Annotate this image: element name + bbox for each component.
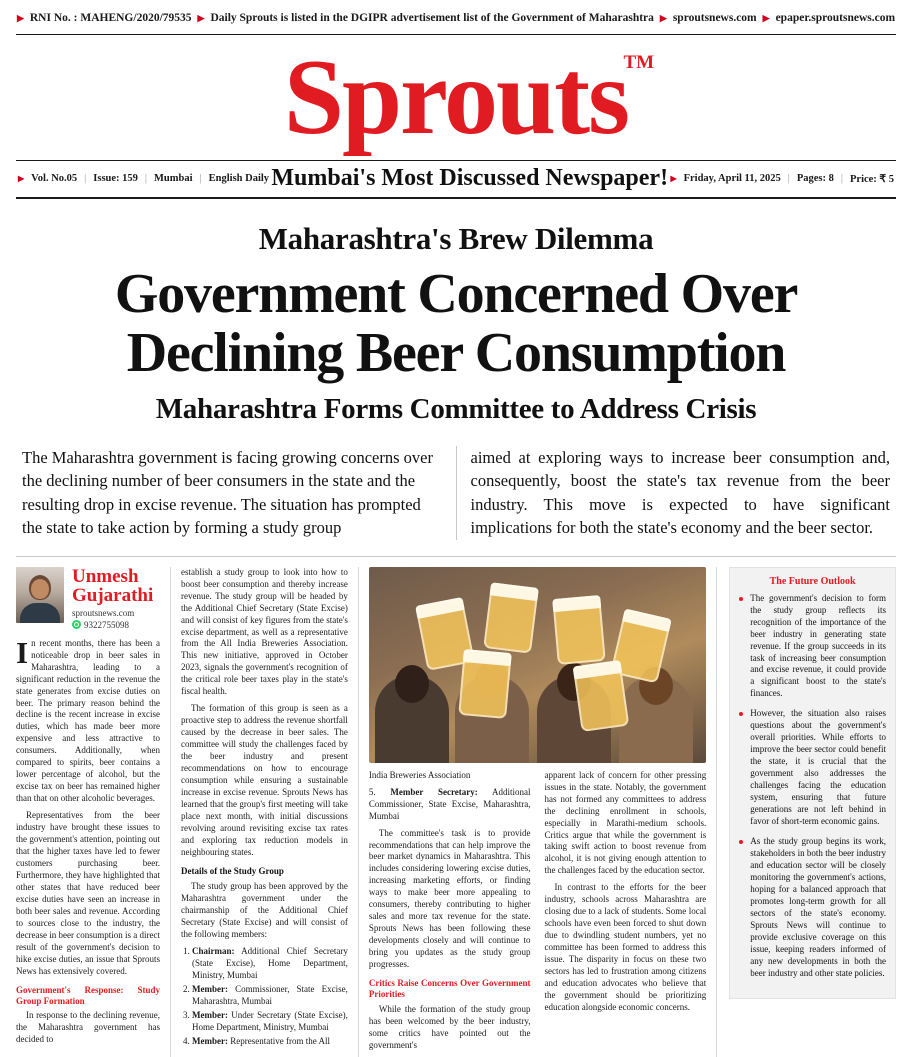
epaper-link[interactable]: epaper.sproutsnews.com (775, 12, 896, 24)
future-outlook-box (729, 567, 896, 999)
article-kicker: Maharashtra's Brew Dilemma (258, 221, 654, 257)
author-website[interactable]: sproutsnews.com (72, 607, 135, 618)
author-last-name: Gujarathi (72, 584, 154, 606)
whatsapp-icon (72, 620, 81, 629)
bullet-icon: ▶ (197, 12, 205, 23)
body-column-2 (171, 567, 359, 1057)
member-role: Member: (192, 1009, 229, 1020)
divider: | (84, 173, 87, 185)
list-item (192, 946, 348, 982)
issue-info-right (670, 173, 894, 185)
section-heading-details: Details of the Study Group (181, 865, 284, 876)
list-item: As the study group begins its work, stakeholders in both the beer industry and education sector will be closely monitoring the government's actions, hoping for a balanced approach that promotes long-term growth for all sectors of the state's economy. Sprouts News will continue to provide exclusive coverage on this issue, keeping readers informed of any new developments in both the beer industry and other state policies. (739, 836, 886, 980)
member-number: 5. (368, 786, 376, 797)
issue-info-left (18, 173, 269, 184)
member-desc: Representative from the All (228, 1035, 331, 1046)
paragraph: India Breweries Association (368, 769, 471, 780)
author-first-name: Unmesh (72, 565, 139, 587)
headline-line-1: Government Concerned Over (114, 263, 798, 326)
logo-text: Sprouts (283, 38, 629, 157)
committee-member-list (181, 946, 348, 1048)
lede-divider (16, 556, 896, 557)
future-outlook-title: The Future Outlook (769, 575, 856, 587)
page-count: Pages: 8 (796, 173, 834, 185)
body-column-3-4 (359, 567, 717, 1057)
paragraph: Representatives from the beer industry have brought these issues to the government's attention, pointing out that the higher taxes have led to fewer customers purchasing beer. Furthermore, they have highlighted that other states that have reduced beer excise duties have seen an increase in both beer sales and revenue. According to sources close to the industry, the decrease in beer consumption is a direct result of the government's decision to hike excise duties, an issue that Sprouts News has extensively covered. (16, 810, 161, 976)
headline-line-2: Declining Beer Consumption (126, 322, 786, 385)
paragraph: While the formation of the study group has been welcomed by the beer industry, some critics have pointed out the government's (368, 1003, 531, 1050)
edition-city: Mumbai (154, 173, 193, 185)
paragraph: In recent months, there has been a noticeable drop in beer sales in Maharashtra, leading to a significant reduction in the revenue the state generates from excise duties on beer. The primary reason behind the decline is the recent increase in excise duties, which has made beer more expensive and less attractive to consumers. Additionally, when compared to spirits, beer contains a lower percentage of alcohol, but the excise tax on beer has remained higher than that on other alcoholic beverages. (16, 634, 161, 804)
divider: | (199, 173, 202, 185)
photo-caption-columns (369, 770, 706, 1057)
column-4-text (545, 770, 707, 1057)
column-1-text (16, 634, 161, 1047)
paragraph: The study group has been approved by the Maharashtra government under the chairmanship of the Additional Chief Secretary (State Excise) and will consist of the following members: (181, 880, 348, 939)
section-heading-critics: Critics Raise Concerns Over Government Priorities (368, 978, 531, 1000)
column-2-text (181, 567, 348, 1048)
avatar (16, 567, 64, 623)
paragraph: establish a study group to look into how to boost beer consumption and thereby increase revenue. The study group will be headed by the Additional Chief Secretary (State Excise) and will consist of key figures from the state's excise department, as well as a representative from the All India Breweries Association. This new initiative, approved in October 2023, signals the government's recognition of the critical role beer taxes play in the state's fiscal health. (181, 566, 348, 697)
member-desc: Under Secretary (State Excise), Home Department, Ministry, Mumbai (192, 1009, 348, 1032)
bullet-icon: ▶ (670, 174, 677, 184)
member-role: Member: (192, 983, 229, 994)
list-item: The government's decision to form the study group reflects its recognition of the importance of the beer industry in generating state revenue. If the group succeeds in its task of increasing beer consumption and excise revenue, it could provide a significant boost to the state's finances. (739, 593, 886, 701)
bullet-icon: ▶ (659, 12, 667, 23)
author-details (72, 567, 153, 630)
member-role: Member Secretary: (390, 786, 478, 797)
paragraph: The committee's task is to provide recommendations that can help improve the beer market dynamics in Maharashtra. This includes considering lowering excise duties, increasing marketing efforts, or finding ways to make beer more appealing to consumers, thereby contributing to higher sales and more tax revenue for the state. Sprouts News has been following these developments closely and will continue to bring you updates as the study group progresses. (368, 827, 531, 970)
member-desc: Additional Chief Secretary (State Excise), Home Department, Ministry, Mumbai (192, 945, 348, 980)
body-column-5 (717, 567, 896, 1057)
member-desc: Commissioner, State Excise, Maharashtra, Mumbai (192, 983, 348, 1006)
article-body-grid (16, 567, 896, 1057)
paragraph: In contrast to the efforts for the beer industry, schools across Maharashtra are closing due to a lack of students. Some local schools have even been forced to shut down due to dwindling student numbers, yet no committee has been formed to address this issue. The disparity in focus on these two sectors has led to frustration among citizens and education advocates who believe that the government should be prioritizing education alongside economic concerns. (544, 882, 707, 1013)
issue-number: Issue: 159 (93, 173, 138, 185)
author-byline (16, 567, 160, 630)
issue-info-bar (16, 160, 896, 199)
list-item (192, 1036, 348, 1048)
publication-date: Friday, April 11, 2025 (683, 173, 781, 185)
divider: | (144, 173, 148, 185)
list-item (192, 984, 348, 1008)
lede-column-right: aimed at exploring ways to increase beer consumption and, consequently, boost the state's tax revenue from the beer industry. This move is expected to have significant implications for both the state's economy and the beer sector. (470, 447, 890, 538)
trademark-icon: TM (623, 52, 655, 73)
member-role: Chairman: (192, 945, 235, 956)
masthead (16, 35, 896, 156)
website-link[interactable]: sproutsnews.com (672, 12, 757, 24)
paragraph: apparent lack of concern for other pressing issues in the state. Notably, the government has not formed any committees to address the declining enrollment in schools, especially in Marathi-medium schools. Critics argue that while the government is taking swift action to boost revenue from alcohol, it is not giving enough attention to the challenges faced by the education sector. (544, 769, 707, 876)
divider: | (787, 173, 790, 185)
divider: | (840, 173, 843, 185)
volume-number: Vol. No.05 (31, 173, 78, 185)
member-desc: Additional Commissioner, State Excise, Maharashtra, Mumbai (368, 786, 531, 821)
section-heading-study-group: Government's Response: Study Group Formation (16, 984, 161, 1007)
member-role: Member: (192, 1035, 229, 1046)
dgipr-listing-note: Daily Sprouts is listed in the DGIPR advertisement list of the Government of Maharashtra (210, 12, 654, 24)
newspaper-tagline: Mumbai's Most Discussed Newspaper! (271, 165, 669, 192)
paragraph: The formation of this group is seen as a proactive step to address the revenue shortfall caused by the decrease in beer sales. The committee will study the challenges faced by the beer industry and present recommendations on how to encourage consumption while ensuring a sustainable increase in excise revenue. Sprouts News has learned that the group's first meeting will take place next month, with initial discussions revolving around revisiting excise tax rates and exploring tax reduction models in neighbouring states. (181, 703, 348, 857)
list-item (192, 1010, 348, 1034)
future-outlook-list (739, 593, 886, 980)
bullet-icon: ▶ (16, 12, 24, 23)
article-photo-beer-toast (369, 567, 706, 763)
list-item (369, 787, 531, 823)
author-phone-row (72, 620, 153, 630)
edition-language: English Daily (208, 173, 270, 185)
article-lede (16, 446, 896, 540)
price: Price: ₹ 5 (850, 173, 894, 185)
rni-number: RNI No. : MAHENG/2020/79535 (29, 12, 192, 24)
top-info-strip (16, 0, 896, 30)
body-column-1 (16, 567, 171, 1057)
column-3-text (369, 770, 531, 1057)
article-headline (16, 265, 896, 383)
paragraph: In response to the declining revenue, the Maharashtra government has decided to (16, 1010, 161, 1045)
list-item: However, the situation also raises questions about the government's overall priorities. While efforts to improve the beer sector could benefit the state, it is crucial that the government also addresses the challenges facing the education system, ensuring that future generations are not left behind in favor of short-term economic gains. (739, 708, 886, 828)
bullet-icon: ▶ (18, 174, 25, 184)
lede-column-left: The Maharashtra government is facing growing concerns over the declining number of beer consumers in the state and the resulting drop in excise revenue. The situation has prompted the state to take action by forming a study group (16, 446, 457, 540)
article-subhead: Maharashtra Forms Committee to Address Crisis (155, 392, 757, 425)
author-phone-number: 9322755098 (84, 619, 129, 630)
sprouts-logo (283, 38, 655, 157)
bullet-icon: ▶ (762, 12, 770, 23)
